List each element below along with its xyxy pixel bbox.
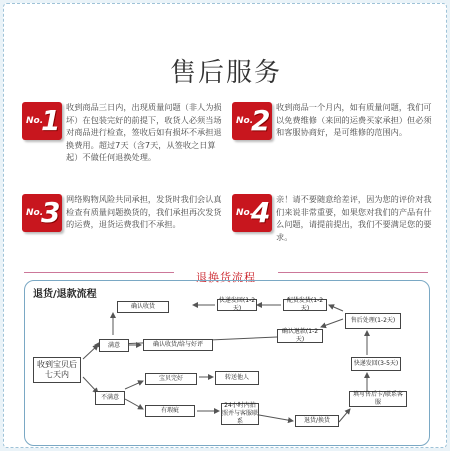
section-title: 退换货流程 (196, 271, 256, 284)
node-item-intact: 宝贝完好 (145, 373, 197, 385)
badge-4 (232, 194, 272, 232)
flow-chart (24, 280, 430, 446)
policy-text-3: 网络购物风险共同承担，发货时我们会认真检查有质量问题换货的，我们承担再次发货的运费，退货运费我们不承担。 (66, 194, 222, 229)
flow-title: 退货/退款流程 (33, 289, 97, 300)
page-title: 售后服务 (169, 58, 282, 88)
node-fill-aftersale-card: 填写售后卡/联系客服 (349, 391, 407, 407)
node-unsatisfied: 不满意 (95, 391, 125, 405)
node-confirm-refund: 确认退款(1-2天) (277, 329, 323, 343)
badge-no-label: No. (236, 208, 254, 218)
node-received-within-7-days: 收到宝贝后七天内 (33, 357, 81, 383)
node-satisfied: 满意 (99, 339, 129, 352)
node-dispatch: 配货发货(1-2天) (283, 299, 327, 311)
badge-1 (22, 102, 62, 140)
node-forward-to-others: 转送他人 (215, 371, 259, 385)
badge-number: 2 (251, 104, 271, 137)
badge-number: 4 (251, 196, 271, 229)
badge-2 (232, 102, 272, 140)
badge-no-label: No. (26, 116, 44, 126)
badge-no-label: No. (236, 116, 254, 126)
node-defect: 有瑕疵 (145, 405, 195, 417)
badge-no-label: No. (26, 208, 44, 218)
policy-text-4: 亲！请不要随意给差评，因为您的评价对我们来说非常重要，如果您对我们的产品有什么问题，请提前提出，我们不要满足您的要求。 (276, 194, 432, 242)
policy-text-1: 收到商品三日内，出现质量问题（非人为损坏）在包装完好的前提下，收货人必须当场对商品进行检查，签收后如有损坏不承担退换费用。超过7天（含7天，从签收之日算起）不做任何退换处理。 (66, 102, 222, 162)
node-contact-within-24h: 24小时内拍照并与客服联系 (222, 402, 259, 425)
node-return-exchange: 退货/换货 (295, 415, 339, 427)
node-ship-back-3-5-days: 快递发回(3-5天) (351, 357, 401, 371)
node-confirm-receipt: 确认收货 (117, 301, 169, 313)
node-ship-back-1-2-days: 快递发回(1-2天) (218, 297, 256, 312)
badge-number: 1 (41, 104, 61, 137)
badge-3 (22, 194, 62, 232)
page-frame (3, 3, 447, 448)
badge-number: 3 (41, 196, 61, 229)
node-aftersale-processing: 售后处理(1-2天) (345, 313, 401, 329)
node-confirm-praise: 确认收货/给与好评 (143, 339, 213, 351)
policy-text-2: 收到商品一个月内，如有质量问题，我们可以免费维修（来回的运费买家承担）但必须和客服协商好，是可维修的范围内。 (276, 102, 432, 137)
